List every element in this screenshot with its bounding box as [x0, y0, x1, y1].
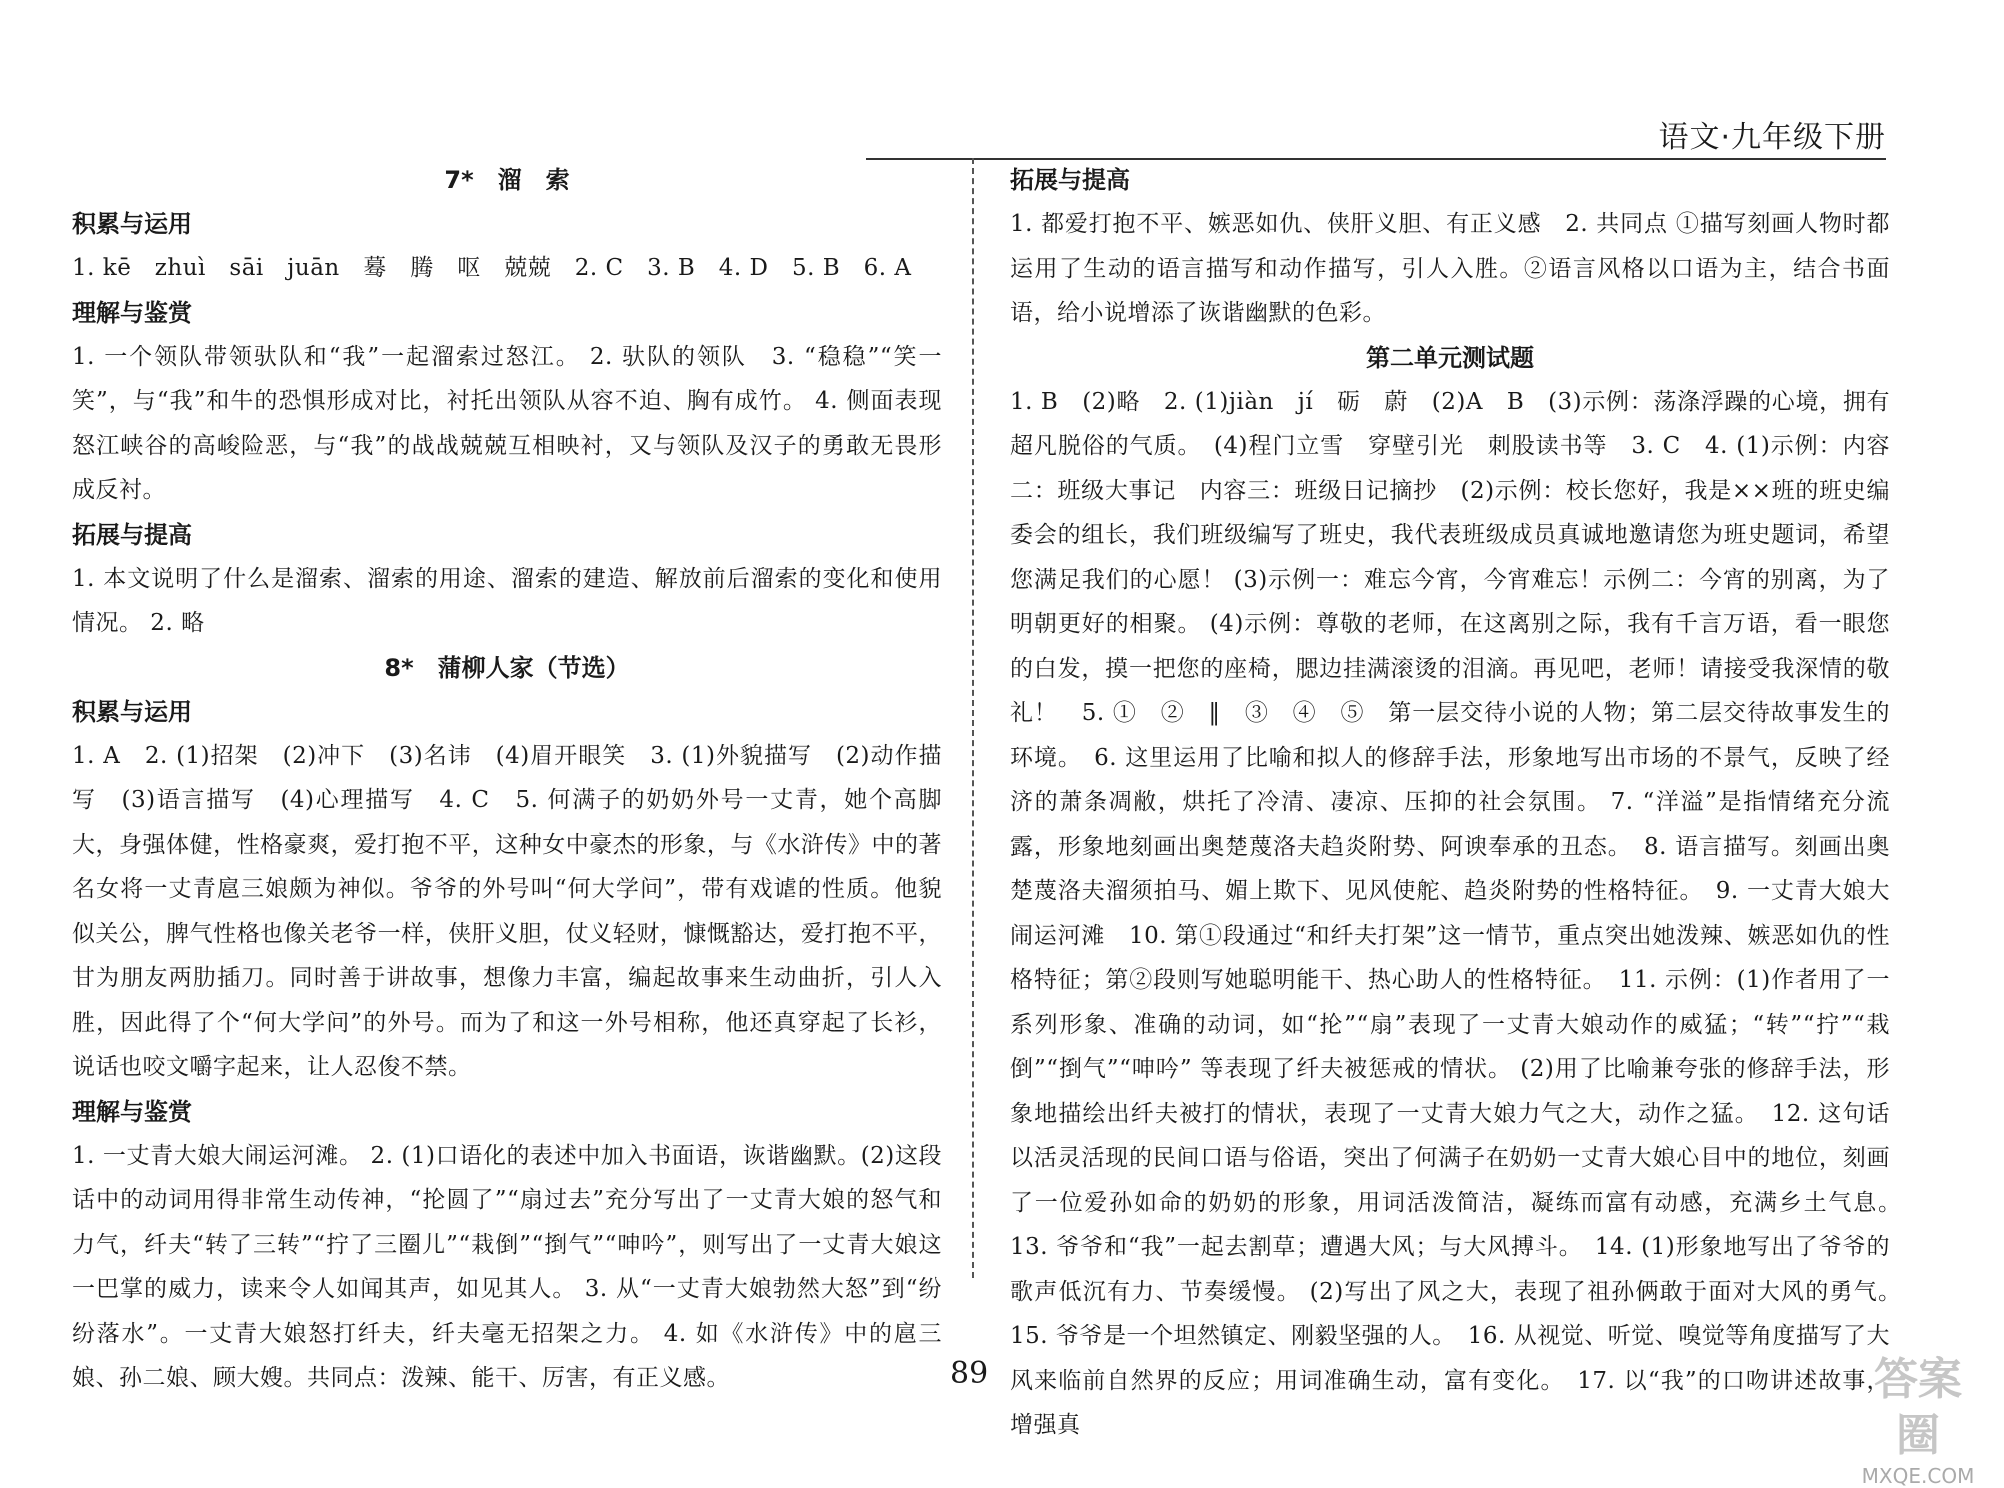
page-number: 89 [950, 1356, 989, 1391]
left-column [72, 158, 942, 1401]
unit-2-test-title: 第二单元测试题 [1366, 343, 1534, 372]
lesson-8-heading-extend: 拓展与提高 [1010, 166, 1130, 194]
unit-2-test-answers: 1. B (2)略 2. (1)jiàn jí 砺 蔚 (2)A B (3)示例：荡涤浮躁的心境，拥有超凡脱俗的气质。 (4)程门立雪 穿壁引光 刺股读书等 3. C 4. (1)示例：内容二：班级大事记 内容三：班级日记摘抄 (2)示例：校长您好，我是××班的班史编委会的组长，我们班级编写了班史，我代表班级成员真诚地邀请您为班史题词，希望您满足我们的心愿！ (3)示例一：难忘今宵，今宵难忘！示例二：今宵的别离，为了明朝更好的相聚。 (4)示例：尊敬的老师，在这离别之际，我有千言万语，看一眼您的白发，摸一把您的座椅，腮边挂满滚烫的泪滴。再见吧，老师！请接受我深情的敬礼！ 5. ① ② ‖ ③ ④ ⑤ 第一层交待小说的人物；第二层交待故事发生的环境。 6. 这里运用了比喻和拟人的修辞手法，形象地写出市场的不景气，反映了经济的萧条凋敝，烘托了冷清、凄凉、压抑的社会氛围。 7. “洋溢”是指情绪充分流露，形象地刻画出奥楚蔑洛夫趋炎附势、阿谀奉承的丑态。 8. 语言描写。刻画出奥楚蔑洛夫溜须拍马、媚上欺下、见风使舵、趋炎附势的性格特征。 9. 一丈青大娘大闹运河滩 10. 第①段通过“和纤夫打架”这一情节，重点突出她泼辣、嫉恶如仇的性格特征；第②段则写她聪明能干、热心助人的性格特征。 11. 示例：(1)作者用了一系列形象、准确的动词，如“抡”“扇”表现了一丈青大娘动作的威猛；“转”“拧”“栽倒”“捯气”“呻吟” 等表现了纤夫被惩戒的情状。 (2)用了比喻兼夸张的修辞手法，形象地描绘出纤夫被打的情状，表现了一丈青大娘力气之大，动作之猛。 12. 这句话以活灵活现的民间口语与俗语，突出了何满子在奶奶一丈青大娘心目中的地位，刻画了一位爱孙如命的奶奶的形象，用词活泼简洁，凝练而富有动感，充满乡土气息。 13. 爷爷和“我”一起去割草；遭遇大风；与大风搏斗。 14. (1)形象地写出了爷爷的歌声低沉有力、节奏缓慢。 (2)写出了风之大，表现了祖孙俩敢于面对大风的勇气。 15. 爷爷是一个坦然镇定、刚毅坚强的人。 16. 从视觉、听觉、嗅觉等角度描写了大风来临前自然界的反应；用词准确生动，富有变化。 17. 以“我”的口吻讲述故事，增强真 [1010, 388, 1914, 1438]
lesson-7-heading-understand: 理解与鉴赏 [72, 298, 192, 327]
right-column [1010, 158, 1914, 1448]
lesson-7-answers-extend: 1. 本文说明了什么是溜索、溜索的用途、溜索的建造、解放前后溜索的变化和使用情况。 2. 略 [72, 565, 942, 636]
lesson-8-answers-accumulate: 1. A 2. (1)招架 (2)冲下 (3)名讳 (4)眉开眼笑 3. (1)外貌描写 (2)动作描写 (3)语言描写 (4)心理描写 4. C 5. 何满子的奶奶外号一丈青，她个高脚大，身强体健，性格豪爽，爱打抱不平，这种女中豪杰的形象，与《水浒传》中的著名女将一丈青扈三娘颇为神似。爷爷的外号叫“何大学问”，带有戏谑的性质。他貌似关公，脾气性格也像关老爷一样，侠肝义胆，仗义轻财，慷慨豁达，爱打抱不平，甘为朋友两肋插刀。同时善于讲故事，想像力丰富，编起故事来生动曲折，引人入胜，因此得了个“何大学问”的外号。而为了和这一外号相称，他还真穿起了长衫，说话也咬文嚼字起来，让人忍俊不禁。 [72, 742, 942, 1080]
watermark-logo [1858, 1352, 1978, 1488]
book-title-header: 语文·九年级下册 [1658, 120, 1886, 155]
lesson-8-answers-extend: 1. 都爱打抱不平、嫉恶如仇、侠肝义胆、有正义感 2. 共同点 ①描写刻画人物时都运用了生动的语言描写和动作描写，引人入胜。②语言风格以口语为主，结合书面语，给小说增添了诙谐幽默的色彩。 [1010, 211, 1890, 326]
lesson-8-heading-understand: 理解与鉴赏 [72, 1097, 192, 1126]
lesson-8-answers-understand: 1. 一丈青大娘大闹运河滩。 2. (1)口语化的表述中加入书面语，诙谐幽默。(2)这段话中的动词用得非常生动传神，“抡圆了”“扇过去”充分写出了一丈青大娘的怒气和力气，纤夫“转了三转”“拧了三圈儿”“栽倒”“捯气”“呻吟”，则写出了一丈青大娘这一巴掌的威力，读来令人如闻其声，如见其人。 3. 从“一丈青大娘勃然大怒”到“纷纷落水”。一丈青大娘怒打纤夫，纤夫毫无招架之力。 4. 如《水浒传》中的扈三娘、孙二娘、顾大嫂。共同点：泼辣、能干、厉害，有正义感。 [72, 1142, 942, 1391]
lesson-7-answers-accumulate: 1. kē zhuì sāi juān 蓦 腾 呕 兢兢 2. C 3. B 4. D 5. B 6. A [72, 255, 912, 281]
watermark-text: 答案圈 [1874, 1354, 1962, 1461]
watermark-url: MXQE.COM [1861, 1464, 1975, 1488]
lesson-7-title: 7* 溜 索 [444, 166, 570, 194]
column-divider [972, 158, 974, 1278]
lesson-7-heading-accumulate: 积累与运用 [72, 210, 192, 238]
lesson-8-heading-accumulate: 积累与运用 [72, 697, 192, 726]
lesson-7-answers-understand: 1. 一个领队带领驮队和“我”一起溜索过怒江。 2. 驮队的领队 3. “稳稳”“笑一笑”，与“我”和牛的恐惧形成对比，衬托出领队从容不迫、胸有成竹。 4. 侧面表现怒江峡谷的高峻险恶，与“我”的战战兢兢互相映衬，又与领队及汉子的勇敢无畏形成反衬。 [72, 343, 942, 503]
lesson-8-title: 8* 蒲柳人家（节选） [384, 653, 630, 682]
lesson-7-heading-extend: 拓展与提高 [72, 520, 192, 549]
